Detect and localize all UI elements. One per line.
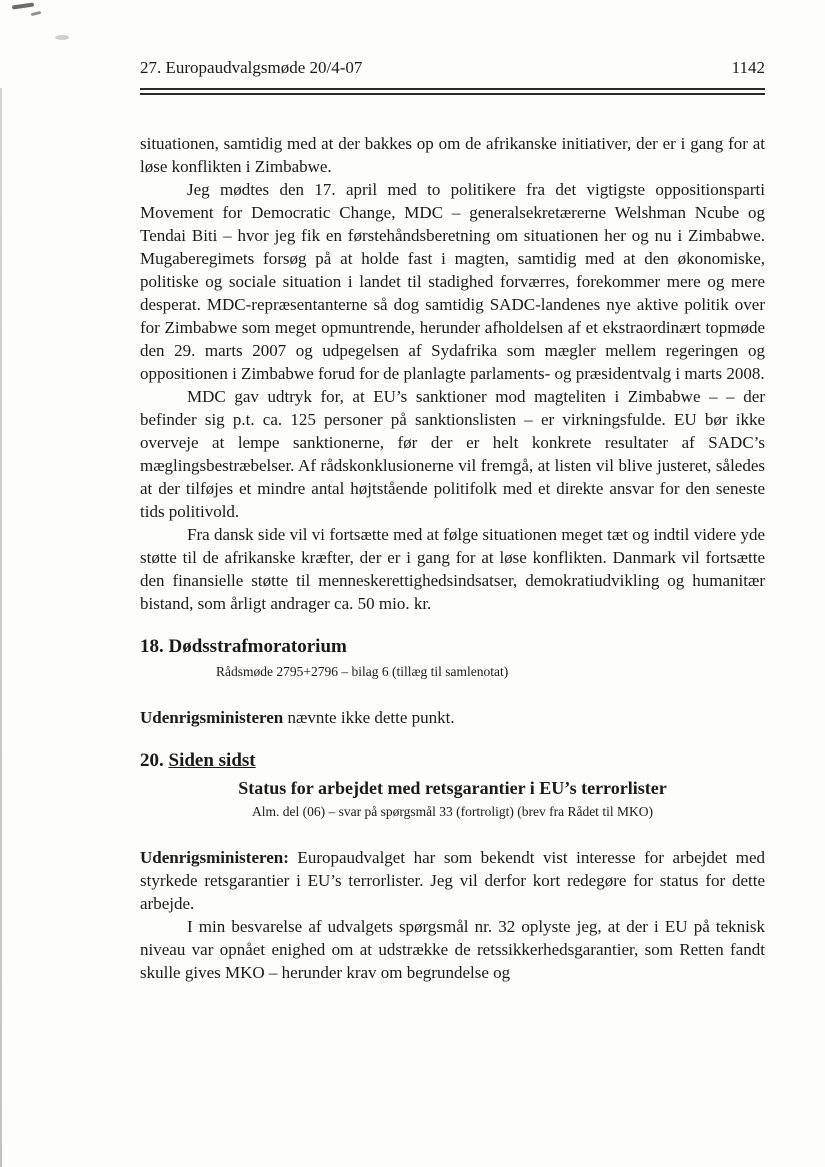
section-18-subnote: Rådsmøde 2795+2796 – bilag 6 (tillæg til samlenotat) — [216, 664, 509, 679]
section-18-paragraph — [140, 706, 765, 729]
section-20-text: Europaudvalget har som bekendt vist interesse for arbejdet med styrkede retsgarantier i EU’s terrorlister. Jeg vil derfor kort redegøre for status for dette arbejde. — [140, 848, 765, 913]
section-20-subtitle: Status for arbejdet med retsgarantier i EU’s terrorlister — [238, 778, 667, 798]
section-20-number: 20. — [140, 750, 169, 771]
header-divider — [140, 88, 765, 95]
speaker-name: Udenrigsministeren: — [140, 848, 289, 867]
section-20-subnote: Alm. del (06) – svar på spørgsmål 33 (fortroligt) (brev fra Rådet til MKO) — [252, 804, 653, 819]
section-20-paragraph-1 — [140, 846, 765, 915]
paragraph-eu-sanctions: MDC gav udtryk for, at EU’s sanktioner mod magteliten i Zimbabwe – – der befinder sig p.t. ca. 125 personer på sanktionslisten – er virkningsfulde. EU bør ikke overveje at lempe sanktionerne, før der er helt konkrete resultater af SADC’s mæglingsbestræbelser. Af rådskonklusionerne vil fremgå, at listen vil blive justeret, således at der tilføjes et mindre antal højtstående politifolk med et direkte ansvar for den seneste tids politivold. — [140, 387, 765, 521]
paragraph-zimbabwe-intro: situationen, samtidig med at der bakkes op om de afrikanske initiativer, der er i gang for at løse konflikten i Zimbabwe. — [140, 134, 765, 176]
speaker-name: Udenrigsministeren — [140, 708, 284, 727]
scan-edge-shadow — [0, 88, 2, 1167]
section-20-title: Siden sidst — [168, 750, 256, 771]
section-18-text: nævnte ikke dette punkt. — [283, 708, 455, 727]
document-body — [140, 132, 765, 984]
page-header — [140, 56, 765, 79]
header-page-number: 1142 — [731, 58, 765, 77]
section-20-paragraph-2: I min besvarelse af udvalgets spørgsmål nr. 32 oplyste jeg, at der i EU på teknisk niveau var opnået enighed om at udstrække de retssikkerhedsgarantier, som Retten fandt skulle gives MKO – herunder krav om begrundelse og — [140, 917, 765, 982]
paragraph-mdc-meeting: Jeg mødtes den 17. april med to politikere fra det vigtigste oppositionsparti Movement for Democratic Change, MDC – generalsekretærerne Welshman Ncube og Tendai Biti – hvor jeg fik en førstehåndsberetning om situationen her og nu i Zimbabwe. Mugaberegimets forsøg på at holde fast i magten, samtidig med at den økonomiske, politiske og sociale situation i landet til stadighed forværres, forekommer mere og mere desperat. MDC-repræsentanterne så dog samtidig SADC-landenes nye aktive politik over for Zimbabwe som meget opmuntrende, herunder afholdelsen af et ekstraordinært topmøde den 29. marts 2007 og udpegelsen af Sydafrika som mægler mellem regeringen og oppositionen i Zimbabwe forud for de planlagte parlaments- og præsidentvalg i marts 2008. — [140, 180, 765, 383]
scan-artifact — [55, 35, 69, 40]
header-title: 27. Europaudvalgsmøde 20/4-07 — [140, 58, 363, 77]
section-20-heading — [140, 748, 765, 774]
paragraph-danish-support: Fra dansk side vil vi fortsætte med at følge situationen meget tæt og indtil videre yde støtte til de afrikanske kræfter, der er i gang for at løse konflikten. Danmark vil fortsætte den finansielle støtte til menneskerettighedsindsatser, demokratiudvikling og humanitær bistand, som årligt andrager ca. 50 mio. kr. — [140, 525, 765, 613]
section-18-heading: 18. Dødsstrafmoratorium — [140, 636, 347, 657]
